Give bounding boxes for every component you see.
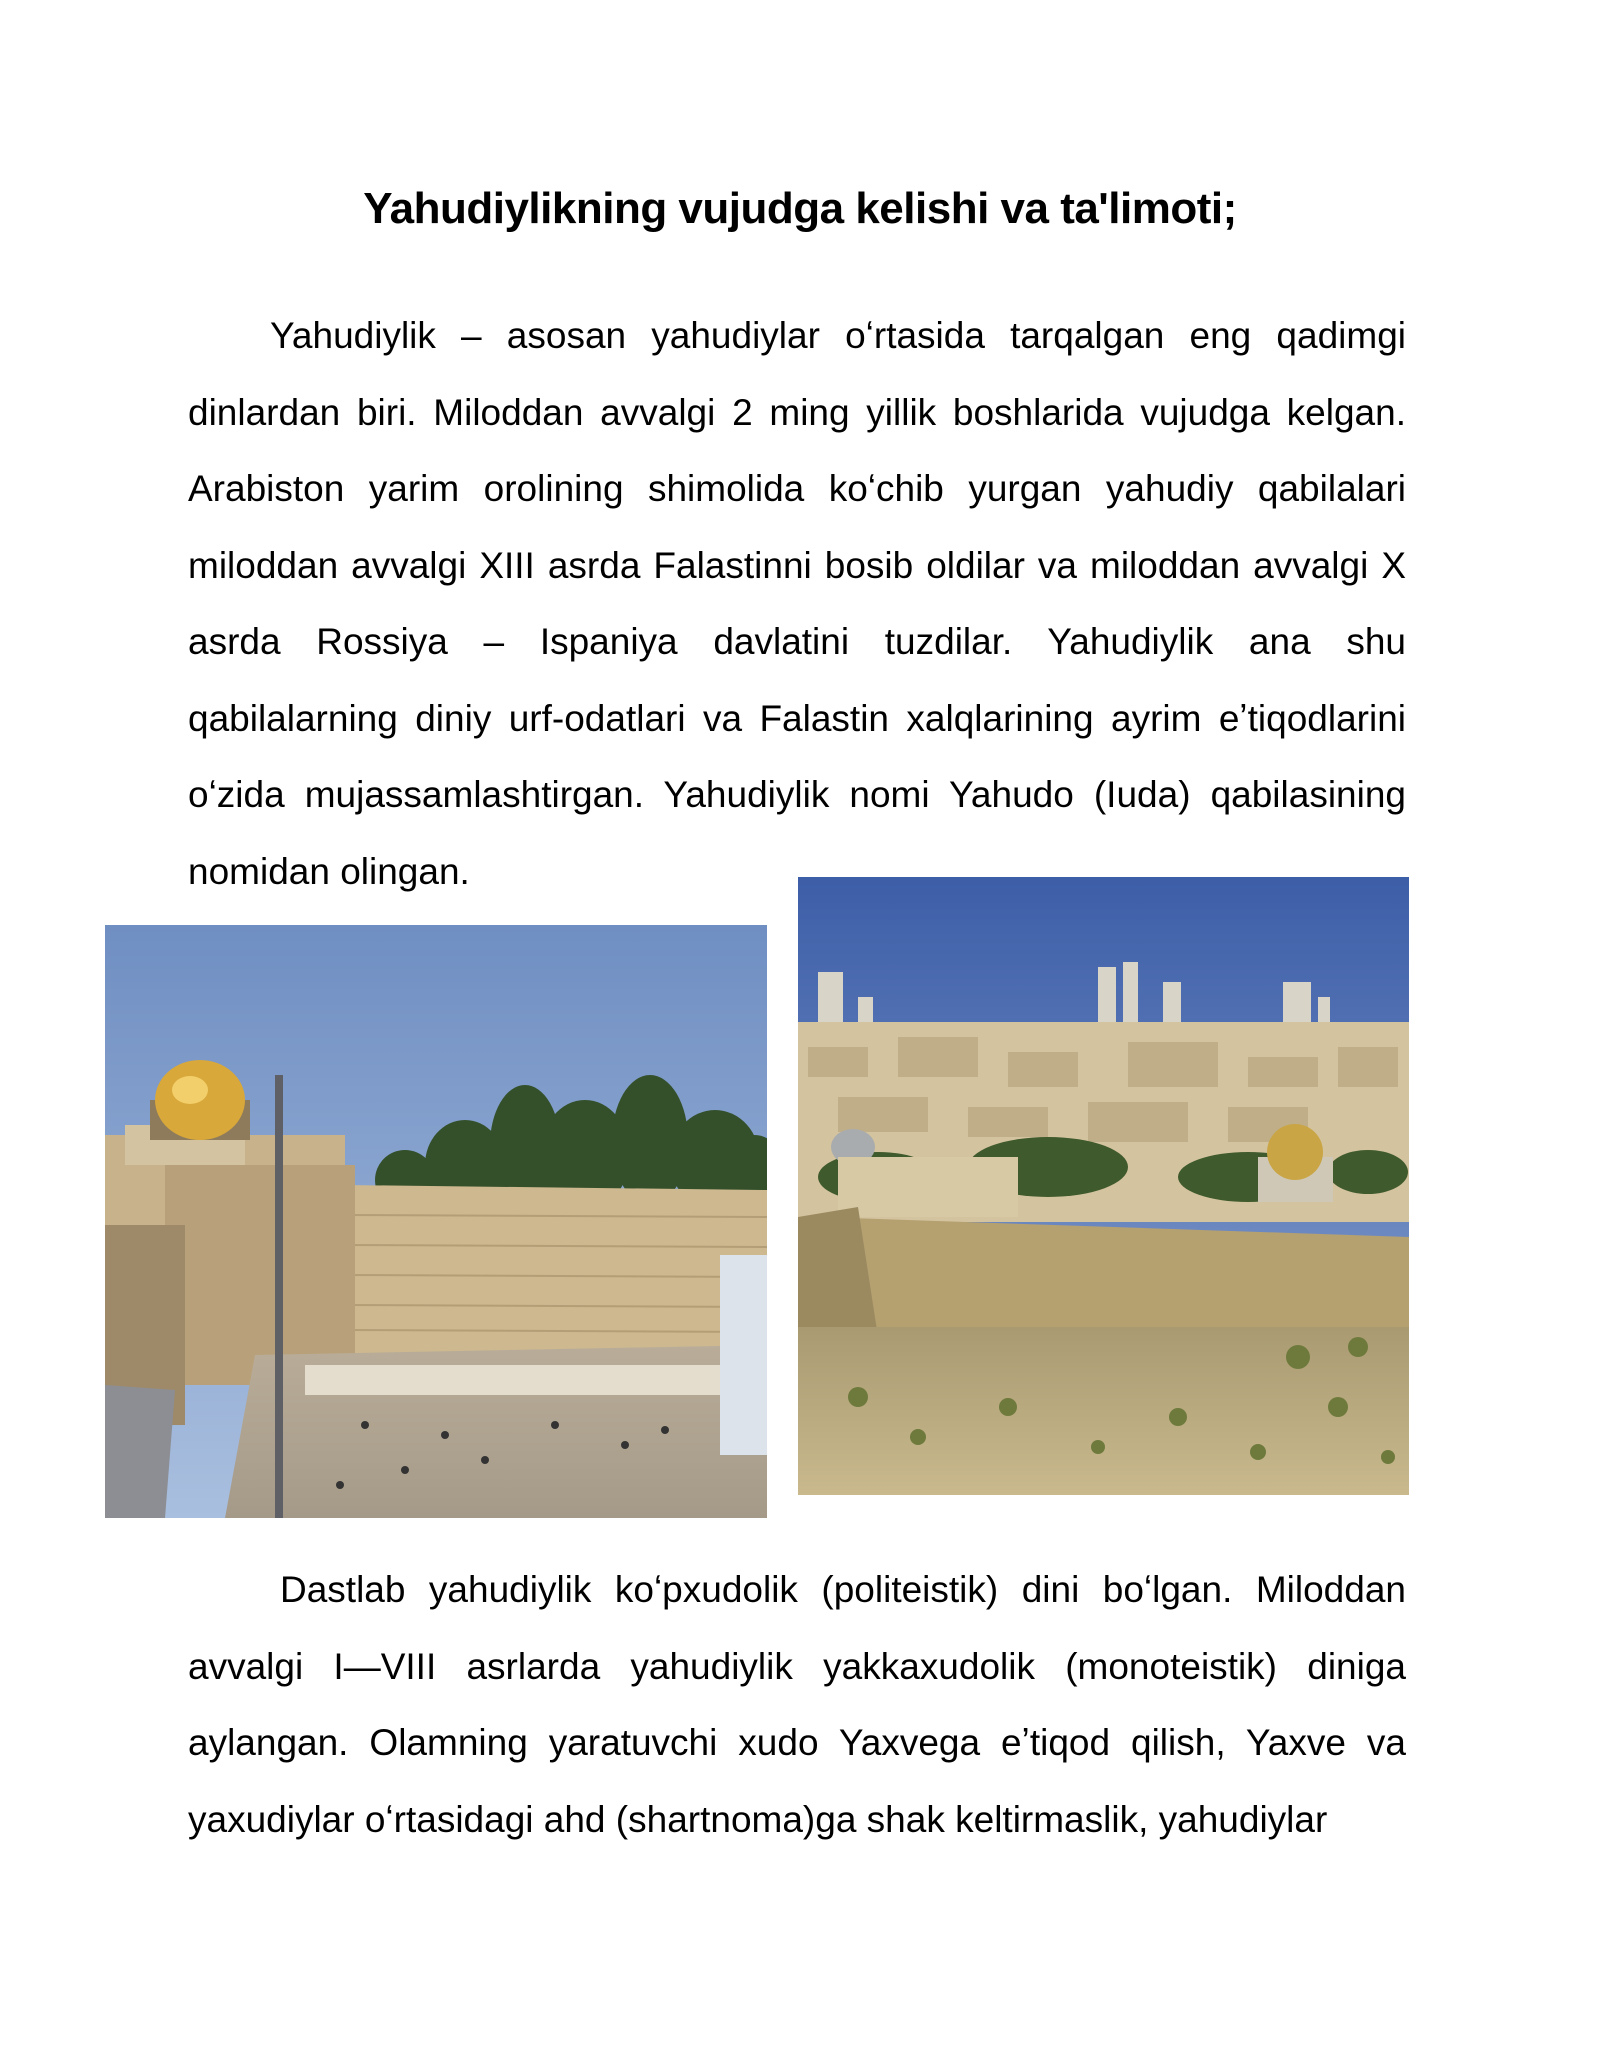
paragraph-intro: Yahudiylik – asosan yahudiylar oʻrtasida tarqalgan eng qadimgi dinlardan biri. Miloddan avvalgi 2 ming yillik boshlarida vujudga kelgan. Arabiston yarim orolining shimolida koʻchib yurgan yahudiy qabilalari miloddan avvalgi XIII asrda Falastinni bosib oldilar va miloddan avvalgi X asrda Rossiya – Ispaniya davlatini tuzdilar. Yahudiylik ana shu qabilalarning diniy urf-odatlari va Falastin xalqlarining ayrim eʼtiqodlarini oʻzida mujassamlashtirgan. Yahudiylik nomi Yahudo (Iuda) qabilasining nomidan olingan.	[188, 315, 1406, 892]
paragraph-monotheism: Dastlab yahudiylik koʻpxudolik (politeistik) dini boʻlgan. Miloddan avvalgi I—VIII asrlarda yahudiylik yakkaxudolik (monoteistik) diniga aylangan. Olamning yaratuvchi xudo Yaxvega eʼtiqod qilish, Yaxve va yaxudiylar oʻrtasidagi ahd (shartnoma)ga shak keltirmaslik, yahudiylar	[188, 1569, 1406, 1840]
photo-western-wall	[105, 925, 767, 1518]
photo-jerusalem-old-city	[798, 877, 1409, 1495]
page-title: Yahudiylikning vujudga kelishi va ta'limoti;	[363, 184, 1237, 233]
